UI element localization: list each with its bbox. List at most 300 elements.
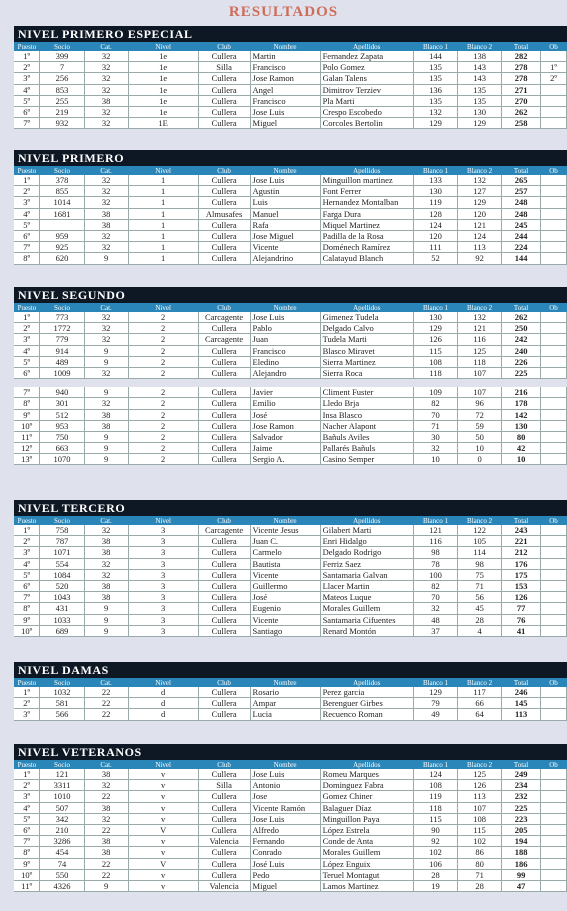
table-cell: Font Ferrer: [320, 186, 413, 197]
table-cell: 41: [502, 625, 541, 636]
table-cell: 8º: [14, 603, 40, 614]
table-cell: Cullera: [198, 242, 250, 253]
table-cell: [541, 802, 567, 813]
table-row: [14, 312, 567, 323]
table-cell: 142: [502, 409, 541, 420]
table-cell: 10: [458, 443, 502, 454]
table-cell: Conde de Anta: [320, 836, 413, 847]
table-cell: 129: [458, 197, 502, 208]
table-row: [14, 356, 567, 367]
table-cell: v: [128, 791, 198, 802]
table-cell: 130: [413, 186, 457, 197]
table-cell: Tudela Marti: [320, 334, 413, 345]
table-cell: Cullera: [198, 398, 250, 409]
table-cell: Delgado Rodrigo: [320, 547, 413, 558]
table-cell: Insa Blasco: [320, 409, 413, 420]
table-cell: 2: [128, 356, 198, 367]
column-header: Nivel: [128, 678, 198, 687]
table-cell: [541, 603, 567, 614]
table-cell: 2: [128, 398, 198, 409]
table-cell: 1: [128, 197, 198, 208]
table-cell: 10: [413, 454, 457, 465]
table-cell: [40, 219, 84, 230]
table-cell: 102: [413, 847, 457, 858]
section-nivel-damas: [14, 662, 567, 721]
table-cell: 853: [40, 84, 84, 95]
table-cell: 32: [84, 525, 128, 536]
table-cell: 1º: [14, 51, 40, 62]
table-cell: v: [128, 836, 198, 847]
table-row: [14, 219, 567, 230]
table-cell: Cullera: [198, 387, 250, 398]
table-cell: 489: [40, 356, 84, 367]
table-cell: Climent Fuster: [320, 387, 413, 398]
table-cell: 32: [84, 367, 128, 378]
table-row: [14, 614, 567, 625]
table-cell: 301: [40, 398, 84, 409]
table-cell: 52: [413, 253, 457, 264]
results-table: [14, 678, 567, 721]
table-cell: 9: [84, 387, 128, 398]
table-cell: Cullera: [198, 769, 250, 780]
table-cell: 98: [413, 547, 457, 558]
column-header: Nivel: [128, 166, 198, 175]
column-header: Club: [198, 516, 250, 525]
table-cell: [250, 379, 320, 388]
table-cell: 0: [458, 454, 502, 465]
table-cell: Jose Miguel: [250, 230, 320, 241]
table-cell: Santamaria Cifuentes: [320, 614, 413, 625]
table-cell: 2º: [541, 73, 567, 84]
table-cell: 242: [502, 334, 541, 345]
column-header: Cat.: [84, 42, 128, 51]
column-header: Nombre: [250, 516, 320, 525]
table-cell: 132: [413, 106, 457, 117]
table-cell: [541, 580, 567, 591]
table-cell: 10: [502, 454, 541, 465]
table-cell: 3: [128, 625, 198, 636]
table-cell: Miquel Martinez: [320, 219, 413, 230]
table-cell: 3: [128, 569, 198, 580]
table-cell: 32: [84, 106, 128, 117]
table-cell: Cullera: [198, 253, 250, 264]
table-cell: 3: [128, 603, 198, 614]
table-cell: [541, 387, 567, 398]
table-cell: 119: [413, 791, 457, 802]
table-cell: [541, 242, 567, 253]
table-cell: 3: [128, 558, 198, 569]
table-cell: 22: [84, 869, 128, 880]
results-table: [14, 760, 567, 892]
table-cell: 3º: [14, 73, 40, 84]
table-cell: Cullera: [198, 51, 250, 62]
table-cell: Jose Luis: [250, 813, 320, 824]
table-cell: 7º: [14, 592, 40, 603]
table-cell: Francisco: [250, 95, 320, 106]
table-cell: Alejandrino: [250, 253, 320, 264]
table-cell: 96: [458, 398, 502, 409]
table-cell: 143: [458, 62, 502, 73]
table-cell: Emilio: [250, 398, 320, 409]
table-cell: Blasco Miravet: [320, 345, 413, 356]
table-cell: 750: [40, 431, 84, 442]
table-cell: 8º: [14, 398, 40, 409]
table-cell: 262: [502, 312, 541, 323]
table-row: [14, 558, 567, 569]
table-cell: 100: [413, 569, 457, 580]
table-cell: [541, 379, 567, 388]
table-cell: 10º: [14, 420, 40, 431]
table-cell: 32: [413, 603, 457, 614]
table-cell: Cullera: [198, 791, 250, 802]
table-cell: Pla Marti: [320, 95, 413, 106]
table-cell: 47: [502, 880, 541, 891]
table-cell: 117: [458, 687, 502, 698]
table-cell: 66: [458, 698, 502, 709]
table-cell: 32: [84, 323, 128, 334]
table-row: [14, 780, 567, 791]
table-cell: 2: [128, 312, 198, 323]
table-cell: 9: [84, 253, 128, 264]
table-cell: Miguel: [250, 880, 320, 891]
table-cell: 3º: [14, 791, 40, 802]
table-cell: Cullera: [198, 73, 250, 84]
table-cell: [128, 379, 198, 388]
column-header: Nombre: [250, 678, 320, 687]
table-cell: [541, 409, 567, 420]
table-cell: [541, 836, 567, 847]
table-cell: [541, 367, 567, 378]
table-cell: Guillermo: [250, 580, 320, 591]
table-cell: 1043: [40, 592, 84, 603]
table-cell: 118: [458, 356, 502, 367]
table-cell: Conrado: [250, 847, 320, 858]
column-header: Total: [502, 303, 541, 312]
table-cell: Cullera: [198, 558, 250, 569]
table-cell: Carcagente: [198, 334, 250, 345]
table-cell: 32: [84, 73, 128, 84]
table-cell: Bautista: [250, 558, 320, 569]
table-cell: 32: [84, 569, 128, 580]
table-cell: Cullera: [198, 420, 250, 431]
table-cell: 3: [128, 614, 198, 625]
table-cell: 232: [502, 791, 541, 802]
table-cell: [541, 813, 567, 824]
table-cell: 223: [502, 813, 541, 824]
table-cell: Minguillon martinez: [320, 175, 413, 186]
table-cell: Valencia: [198, 836, 250, 847]
table-cell: 1: [128, 219, 198, 230]
table-cell: 9: [84, 454, 128, 465]
table-cell: 2º: [14, 323, 40, 334]
column-header: Socio: [40, 303, 84, 312]
table-cell: Juan: [250, 334, 320, 345]
table-cell: 7º: [14, 118, 40, 129]
table-cell: Jose Luis: [250, 106, 320, 117]
table-cell: 143: [458, 73, 502, 84]
table-cell: 566: [40, 709, 84, 720]
table-row: [14, 323, 567, 334]
table-cell: 32: [84, 334, 128, 345]
results-table: [14, 42, 567, 129]
table-cell: Santamaria Galvan: [320, 569, 413, 580]
table-cell: 3: [128, 547, 198, 558]
table-cell: 38: [84, 847, 128, 858]
table-cell: 4: [458, 625, 502, 636]
table-cell: 953: [40, 420, 84, 431]
table-cell: 28: [458, 880, 502, 891]
table-cell: [541, 345, 567, 356]
table-cell: 520: [40, 580, 84, 591]
table-cell: 71: [413, 420, 457, 431]
table-row: [14, 334, 567, 345]
table-cell: 3º: [14, 334, 40, 345]
table-cell: Cullera: [198, 84, 250, 95]
table-cell: 129: [413, 687, 457, 698]
table-cell: [541, 175, 567, 186]
table-cell: 4º: [14, 558, 40, 569]
section-nivel-tercero: [14, 500, 567, 637]
table-cell: 129: [413, 118, 457, 129]
table-cell: 109: [413, 387, 457, 398]
table-cell: [541, 253, 567, 264]
column-header: Total: [502, 42, 541, 51]
table-cell: 1009: [40, 367, 84, 378]
table-cell: 38: [84, 95, 128, 106]
table-cell: 9º: [14, 614, 40, 625]
table-cell: 925: [40, 242, 84, 253]
table-cell: Lledo Brja: [320, 398, 413, 409]
table-cell: Cullera: [198, 813, 250, 824]
table-cell: 38: [84, 592, 128, 603]
table-cell: 106: [413, 858, 457, 869]
column-header: Cat.: [84, 303, 128, 312]
table-cell: 114: [458, 547, 502, 558]
table-cell: 38: [84, 536, 128, 547]
table-cell: Minguillon Paya: [320, 813, 413, 824]
table-cell: 2: [128, 345, 198, 356]
table-cell: Cullera: [198, 356, 250, 367]
table-cell: 32: [84, 186, 128, 197]
column-header: Club: [198, 760, 250, 769]
table-cell: 19: [413, 880, 457, 891]
table-cell: [541, 625, 567, 636]
table-cell: 1e: [128, 73, 198, 84]
table-cell: Galan Talens: [320, 73, 413, 84]
table-cell: 1010: [40, 791, 84, 802]
table-cell: Hernandez Montalban: [320, 197, 413, 208]
table-cell: 136: [413, 84, 457, 95]
table-cell: 1772: [40, 323, 84, 334]
table-cell: Corcoles Bertolin: [320, 118, 413, 129]
table-cell: 121: [413, 525, 457, 536]
table-cell: 38: [84, 409, 128, 420]
column-header: Nivel: [128, 516, 198, 525]
column-header: Nombre: [250, 303, 320, 312]
table-cell: [541, 323, 567, 334]
table-row: [14, 73, 567, 84]
table-cell: 32: [84, 780, 128, 791]
table-cell: 1e: [128, 84, 198, 95]
table-cell: Cullera: [198, 580, 250, 591]
table-cell: Cullera: [198, 687, 250, 698]
table-row: [14, 345, 567, 356]
table-cell: 22: [84, 791, 128, 802]
table-cell: 135: [458, 84, 502, 95]
table-row: [14, 791, 567, 802]
table-cell: 1070: [40, 454, 84, 465]
table-cell: 205: [502, 824, 541, 835]
table-cell: [541, 536, 567, 547]
table-cell: [541, 687, 567, 698]
table-cell: [40, 379, 84, 388]
table-cell: 120: [458, 208, 502, 219]
table-cell: Cullera: [198, 869, 250, 880]
column-header: Total: [502, 166, 541, 175]
column-header: Cat.: [84, 516, 128, 525]
table-cell: 30: [413, 431, 457, 442]
table-cell: Jose Ramon: [250, 73, 320, 84]
table-cell: 225: [502, 367, 541, 378]
table-cell: [458, 379, 502, 388]
table-cell: 3: [128, 536, 198, 547]
column-header: Ob: [541, 303, 567, 312]
table-cell: [541, 208, 567, 219]
table-row: [14, 197, 567, 208]
table-cell: [541, 558, 567, 569]
section-title: NIVEL DAMAS: [14, 662, 567, 678]
table-cell: Carcagente: [198, 525, 250, 536]
table-cell: 64: [458, 709, 502, 720]
table-cell: [541, 219, 567, 230]
table-cell: d: [128, 709, 198, 720]
section-title: NIVEL SEGUNDO: [14, 287, 567, 303]
column-header: Blanco 1: [413, 678, 457, 687]
table-row: [14, 547, 567, 558]
table-cell: 124: [458, 230, 502, 241]
column-header: Blanco 1: [413, 166, 457, 175]
table-cell: 3º: [14, 197, 40, 208]
table-cell: 38: [84, 420, 128, 431]
table-cell: 1681: [40, 208, 84, 219]
table-cell: 689: [40, 625, 84, 636]
column-header: Apellidos: [320, 166, 413, 175]
table-cell: 256: [40, 73, 84, 84]
table-cell: 12º: [14, 443, 40, 454]
table-cell: 1014: [40, 197, 84, 208]
table-row: [14, 175, 567, 186]
table-cell: 265: [502, 175, 541, 186]
table-cell: 512: [40, 409, 84, 420]
table-cell: Cullera: [198, 431, 250, 442]
table-cell: 38: [84, 208, 128, 219]
section-nivel-primero-especial: [14, 26, 567, 129]
column-header: Socio: [40, 166, 84, 175]
table-cell: 758: [40, 525, 84, 536]
table-cell: Vicente: [250, 614, 320, 625]
column-header: Apellidos: [320, 678, 413, 687]
table-cell: Salvador: [250, 431, 320, 442]
table-cell: 80: [502, 431, 541, 442]
table-cell: 115: [413, 345, 457, 356]
table-row: [14, 242, 567, 253]
table-cell: 9: [84, 345, 128, 356]
table-cell: 1e: [128, 51, 198, 62]
table-cell: 378: [40, 175, 84, 186]
table-row: [14, 625, 567, 636]
table-cell: 78: [413, 558, 457, 569]
table-cell: 113: [502, 709, 541, 720]
table-cell: Silla: [198, 62, 250, 73]
table-cell: Enri Hidalgo: [320, 536, 413, 547]
table-cell: [541, 569, 567, 580]
table-cell: 2: [128, 420, 198, 431]
table-cell: Pablo: [250, 323, 320, 334]
table-cell: 1e: [128, 95, 198, 106]
table-cell: 32: [84, 312, 128, 323]
table-cell: 7º: [14, 242, 40, 253]
table-cell: Carmelo: [250, 547, 320, 558]
table-cell: Alejandro: [250, 367, 320, 378]
table-cell: [541, 869, 567, 880]
table-cell: 98: [458, 558, 502, 569]
table-cell: 1º: [14, 312, 40, 323]
table-cell: 99: [502, 869, 541, 880]
table-cell: 130: [413, 312, 457, 323]
column-header: Nombre: [250, 42, 320, 51]
table-row: [14, 367, 567, 378]
table-cell: 38: [84, 580, 128, 591]
column-header: Club: [198, 678, 250, 687]
table-cell: 80: [458, 858, 502, 869]
table-cell: [541, 51, 567, 62]
table-cell: 278: [502, 62, 541, 73]
column-header: Blanco 1: [413, 516, 457, 525]
table-cell: 37: [413, 625, 457, 636]
table-cell: Cullera: [198, 824, 250, 835]
table-cell: Padilla de la Rosa: [320, 230, 413, 241]
column-header: Blanco 1: [413, 760, 457, 769]
table-cell: [541, 791, 567, 802]
table-cell: 3: [128, 592, 198, 603]
table-cell: Dominguez Fabra: [320, 780, 413, 791]
table-cell: Cullera: [198, 367, 250, 378]
table-cell: 255: [40, 95, 84, 106]
table-cell: [541, 824, 567, 835]
table-cell: 4º: [14, 345, 40, 356]
table-cell: 86: [458, 847, 502, 858]
column-header: Club: [198, 303, 250, 312]
table-cell: 32: [84, 84, 128, 95]
table-cell: Romeu Marques: [320, 769, 413, 780]
table-cell: [541, 420, 567, 431]
table-cell: Doménech Ramírez: [320, 242, 413, 253]
table-cell: 9: [84, 431, 128, 442]
table-cell: V: [128, 824, 198, 835]
table-cell: Cullera: [198, 603, 250, 614]
table-cell: 126: [502, 592, 541, 603]
table-cell: 9º: [14, 858, 40, 869]
table-cell: 550: [40, 869, 84, 880]
table-cell: Vicente: [250, 569, 320, 580]
table-cell: 5º: [14, 813, 40, 824]
table-row: [14, 824, 567, 835]
table-row: [14, 525, 567, 536]
table-cell: 5º: [14, 356, 40, 367]
table-cell: 6º: [14, 230, 40, 241]
table-cell: Morales Guillem: [320, 603, 413, 614]
table-cell: [541, 769, 567, 780]
